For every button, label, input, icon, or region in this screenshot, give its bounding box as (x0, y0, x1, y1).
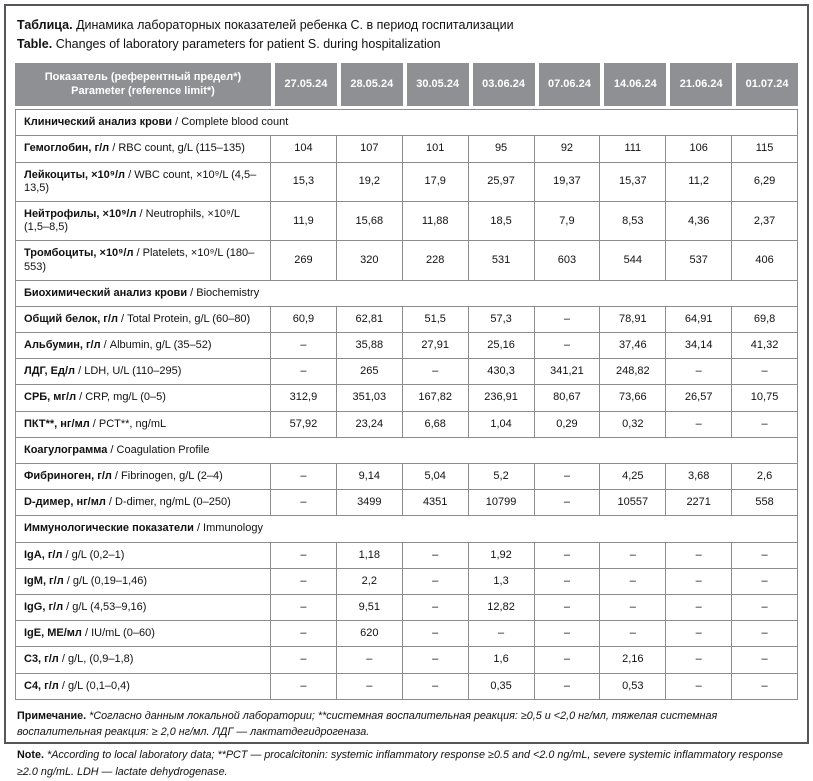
parameter-header-en: Parameter (reference limit*) (71, 85, 215, 98)
value-cell: 167,82 (403, 385, 469, 411)
value-cell: 34,14 (666, 333, 732, 359)
value-cell: 537 (666, 241, 732, 280)
value-cell: – (666, 359, 732, 385)
value-cell: 1,18 (337, 543, 403, 569)
date-column-header: 28.05.24 (337, 63, 403, 110)
value-cell: 11,2 (666, 163, 732, 202)
value-cell: – (732, 621, 798, 647)
value-cell: 1,92 (469, 543, 535, 569)
value-cell: 37,46 (600, 333, 666, 359)
data-row (15, 136, 798, 162)
footnote-ru-text: *Согласно данным локальной лаборатории; **системная воспалительная реакция: ≥0,5 и <2,0 нг/мл, тяжелая системная воспалительная реакция: ≥ 2,0 нг/мл. ЛДГ — лактатдегидрогеназа. (17, 709, 718, 739)
value-cell: 62,81 (337, 307, 403, 333)
value-cell: 73,66 (600, 385, 666, 411)
data-row (15, 647, 798, 673)
value-cell: – (666, 569, 732, 595)
footnote-en-label: Note. (17, 749, 44, 762)
value-cell: 18,5 (469, 202, 535, 241)
parameter-label: ПКТ**, нг/мл / PCT**, ng/mL (15, 412, 271, 438)
date-column-header: 21.06.24 (666, 63, 732, 110)
value-cell: – (271, 490, 337, 516)
value-cell: – (535, 307, 601, 333)
value-cell: 620 (337, 621, 403, 647)
value-cell: – (271, 595, 337, 621)
date-column-header: 30.05.24 (403, 63, 469, 110)
value-cell: – (535, 543, 601, 569)
value-cell: 60,9 (271, 307, 337, 333)
value-cell: 104 (271, 136, 337, 162)
parameter-label: Нейтрофилы, ×10⁹/л / Neutrophils, ×10⁹/L (1,5–8,5) (15, 202, 271, 241)
value-cell: 78,91 (600, 307, 666, 333)
value-cell: 107 (337, 136, 403, 162)
date-column-header: 01.07.24 (732, 63, 798, 110)
section-row (15, 281, 798, 307)
value-cell: 92 (535, 136, 601, 162)
value-cell: 4351 (403, 490, 469, 516)
value-cell: 341,21 (535, 359, 601, 385)
date-column-header: 27.05.24 (271, 63, 337, 110)
value-cell: – (271, 464, 337, 490)
value-cell: – (535, 674, 601, 700)
value-cell: 111 (600, 136, 666, 162)
data-row (15, 307, 798, 333)
data-row (15, 543, 798, 569)
value-cell: 41,32 (732, 333, 798, 359)
value-cell: 430,3 (469, 359, 535, 385)
value-cell: 2,6 (732, 464, 798, 490)
value-cell: – (600, 595, 666, 621)
section-row (15, 516, 798, 542)
value-cell: 12,82 (469, 595, 535, 621)
value-cell: 11,88 (403, 202, 469, 241)
value-cell: 51,5 (403, 307, 469, 333)
parameter-label: Лейкоциты, ×10⁹/л / WBC count, ×10⁹/L (4,5–13,5) (15, 163, 271, 202)
value-cell: 80,67 (535, 385, 601, 411)
caption-ru-label: Таблица. (17, 18, 73, 32)
data-row (15, 490, 798, 516)
value-cell: 7,9 (535, 202, 601, 241)
value-cell: – (732, 595, 798, 621)
data-row (15, 595, 798, 621)
parameter-label: Гемоглобин, г/л / RBC count, g/L (115–135) (15, 136, 271, 162)
section-row (15, 109, 798, 136)
value-cell: – (535, 647, 601, 673)
value-cell: 101 (403, 136, 469, 162)
value-cell: – (732, 412, 798, 438)
value-cell: 0,32 (600, 412, 666, 438)
footnote-ru (17, 708, 796, 741)
date-column-header: 07.06.24 (535, 63, 601, 110)
value-cell: – (535, 333, 601, 359)
value-cell: – (666, 595, 732, 621)
value-cell: 265 (337, 359, 403, 385)
value-cell: 25,97 (469, 163, 535, 202)
value-cell: 5,2 (469, 464, 535, 490)
data-row (15, 202, 798, 241)
parameter-label: IgE, МЕ/мл / IU/mL (0–60) (15, 621, 271, 647)
value-cell: – (666, 543, 732, 569)
data-row (15, 163, 798, 202)
value-cell: 2,16 (600, 647, 666, 673)
value-cell: 64,91 (666, 307, 732, 333)
parameter-label: С4, г/л / g/L (0,1–0,4) (15, 674, 271, 700)
header-row (15, 63, 798, 110)
value-cell: – (403, 621, 469, 647)
parameter-label: IgA, г/л / g/L (0,2–1) (15, 543, 271, 569)
value-cell: – (535, 464, 601, 490)
caption-ru-text: Динамика лабораторных показателей ребенка С. в период госпитализации (76, 18, 514, 32)
value-cell: – (271, 543, 337, 569)
value-cell: 106 (666, 136, 732, 162)
value-cell: 26,57 (666, 385, 732, 411)
data-row (15, 569, 798, 595)
value-cell: 228 (403, 241, 469, 280)
value-cell: 236,91 (469, 385, 535, 411)
value-cell: 544 (600, 241, 666, 280)
value-cell: – (666, 412, 732, 438)
value-cell: 406 (732, 241, 798, 280)
value-cell: 115 (732, 136, 798, 162)
value-cell: – (403, 569, 469, 595)
value-cell: 248,82 (600, 359, 666, 385)
value-cell: 2,37 (732, 202, 798, 241)
value-cell: 15,3 (271, 163, 337, 202)
parameter-label: Общий белок, г/л / Total Protein, g/L (60–80) (15, 307, 271, 333)
parameter-label: С3, г/л / g/L, (0,9–1,8) (15, 647, 271, 673)
value-cell: 19,2 (337, 163, 403, 202)
value-cell: 0,35 (469, 674, 535, 700)
value-cell: 10557 (600, 490, 666, 516)
value-cell: 8,53 (600, 202, 666, 241)
value-cell: – (732, 647, 798, 673)
value-cell: – (666, 647, 732, 673)
section-row (15, 438, 798, 464)
footnotes (17, 708, 796, 781)
value-cell: – (271, 674, 337, 700)
value-cell: 4,25 (600, 464, 666, 490)
caption-en-label: Table. (17, 36, 53, 51)
value-cell: – (403, 647, 469, 673)
value-cell: – (337, 674, 403, 700)
value-cell: 27,91 (403, 333, 469, 359)
value-cell: 320 (337, 241, 403, 280)
value-cell: – (271, 359, 337, 385)
data-row (15, 412, 798, 438)
value-cell: 0,29 (535, 412, 601, 438)
value-cell: – (732, 359, 798, 385)
value-cell: – (732, 569, 798, 595)
parameter-label: D-димер, нг/мл / D-dimer, ng/mL (0–250) (15, 490, 271, 516)
parameter-label: IgG, г/л / g/L (4,53–9,16) (15, 595, 271, 621)
value-cell: – (600, 543, 666, 569)
value-cell: – (271, 569, 337, 595)
value-cell: – (469, 621, 535, 647)
parameter-label: IgM, г/л / g/L (0,19–1,46) (15, 569, 271, 595)
value-cell: – (403, 674, 469, 700)
value-cell: – (732, 543, 798, 569)
value-cell: 95 (469, 136, 535, 162)
parameter-label: Фибриноген, г/л / Fibrinogen, g/L (2–4) (15, 464, 271, 490)
value-cell: – (600, 621, 666, 647)
lab-parameters-table (15, 63, 798, 700)
value-cell: – (535, 569, 601, 595)
value-cell: 15,37 (600, 163, 666, 202)
value-cell: 17,9 (403, 163, 469, 202)
value-cell: 2271 (666, 490, 732, 516)
parameter-label: Альбумин, г/л / Albumin, g/L (35–52) (15, 333, 271, 359)
value-cell: – (535, 595, 601, 621)
value-cell: – (271, 621, 337, 647)
caption-en-text: Changes of laboratory parameters for patient S. during hospitalization (55, 36, 441, 51)
data-row (15, 464, 798, 490)
value-cell: 57,3 (469, 307, 535, 333)
value-cell: 269 (271, 241, 337, 280)
value-cell: 19,37 (535, 163, 601, 202)
data-row (15, 241, 798, 280)
value-cell: – (732, 674, 798, 700)
value-cell: 5,04 (403, 464, 469, 490)
section-label: Клинический анализ крови / Complete blood count (15, 109, 798, 136)
value-cell: – (271, 333, 337, 359)
value-cell: 0,53 (600, 674, 666, 700)
value-cell: 603 (535, 241, 601, 280)
value-cell: – (535, 490, 601, 516)
value-cell: – (337, 647, 403, 673)
parameter-label: Тромбоциты, ×10⁹/л / Platelets, ×10⁹/L (180–553) (15, 241, 271, 280)
data-row (15, 621, 798, 647)
data-row (15, 385, 798, 411)
value-cell: 312,9 (271, 385, 337, 411)
parameter-header-ru: Показатель (референтный предел*) (44, 70, 242, 83)
value-cell: 10799 (469, 490, 535, 516)
table-figure (4, 4, 809, 778)
footnote-ru-label: Примечание. (17, 709, 87, 722)
value-cell: 69,8 (732, 307, 798, 333)
table-header (15, 63, 798, 110)
value-cell: 531 (469, 241, 535, 280)
value-cell: 10,75 (732, 385, 798, 411)
value-cell: 2,2 (337, 569, 403, 595)
value-cell: – (666, 621, 732, 647)
value-cell: 351,03 (337, 385, 403, 411)
caption-en (17, 35, 798, 54)
parameter-label: СРБ, мг/л / CRP, mg/L (0–5) (15, 385, 271, 411)
value-cell: 6,68 (403, 412, 469, 438)
table-body (15, 109, 798, 700)
value-cell: – (666, 674, 732, 700)
parameter-column-header (15, 63, 271, 110)
value-cell: 9,51 (337, 595, 403, 621)
value-cell: 1,6 (469, 647, 535, 673)
value-cell: 23,24 (337, 412, 403, 438)
value-cell: 558 (732, 490, 798, 516)
figure-caption (17, 16, 798, 54)
value-cell: 25,16 (469, 333, 535, 359)
date-column-header: 03.06.24 (469, 63, 535, 110)
data-row (15, 674, 798, 700)
value-cell: – (403, 359, 469, 385)
value-cell: – (600, 569, 666, 595)
value-cell: – (535, 621, 601, 647)
section-label: Коагулограмма / Coagulation Profile (15, 438, 798, 464)
parameter-label: ЛДГ, Ед/л / LDH, U/L (110–295) (15, 359, 271, 385)
value-cell: 35,88 (337, 333, 403, 359)
value-cell: 1,04 (469, 412, 535, 438)
value-cell: 6,29 (732, 163, 798, 202)
value-cell: 57,92 (271, 412, 337, 438)
caption-ru (17, 16, 798, 35)
section-label: Иммунологические показатели / Immunology (15, 516, 798, 542)
value-cell: 15,68 (337, 202, 403, 241)
footnote-en (17, 747, 796, 780)
data-row (15, 359, 798, 385)
value-cell: 11,9 (271, 202, 337, 241)
value-cell: 3499 (337, 490, 403, 516)
value-cell: – (271, 647, 337, 673)
data-row (15, 333, 798, 359)
value-cell: 9,14 (337, 464, 403, 490)
value-cell: – (403, 595, 469, 621)
date-column-header: 14.06.24 (600, 63, 666, 110)
footnote-en-text: *According to local laboratory data; **PCT — procalcitonin: systemic inflammatory response ≥0.5 and <2.0 ng/mL, severe systemic inflammatory response ≥2.0 ng/mL. LDH — lactate dehydrogenase. (17, 749, 783, 778)
value-cell: 4,36 (666, 202, 732, 241)
value-cell: 1,3 (469, 569, 535, 595)
value-cell: – (403, 543, 469, 569)
value-cell: 3,68 (666, 464, 732, 490)
section-label: Биохимический анализ крови / Biochemistry (15, 281, 798, 307)
